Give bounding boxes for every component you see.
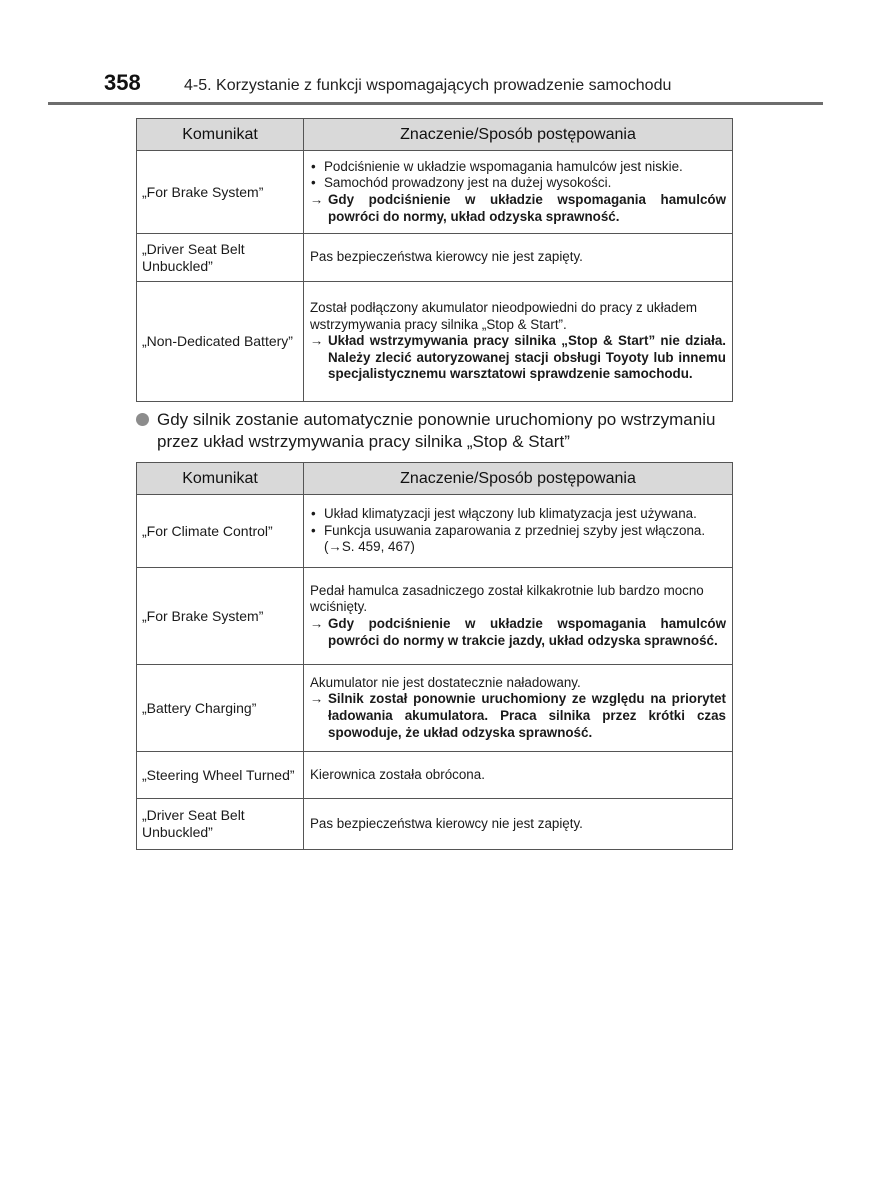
- table-header-row: [137, 119, 733, 151]
- message-cell: „Steering Wheel Turned”: [137, 752, 304, 799]
- action-note: → Gdy podciśnienie w układzie wspomagania hamulców powróci do normy, układ odzyska sprawność.: [310, 192, 726, 225]
- meaning-cell: [304, 234, 733, 282]
- table-header-row: [137, 463, 733, 495]
- chapter-title: 4-5. Korzystanie z funkcji wspomagających prowadzenie samochodu: [184, 77, 672, 94]
- messages-table-2: [136, 462, 733, 850]
- meaning-cell: [304, 495, 733, 568]
- bullet-item: • Podciśnienie w układzie wspomagania hamulców jest niskie.: [310, 159, 726, 176]
- column-header-meaning: Znaczenie/Sposób postępowania: [304, 119, 733, 151]
- meaning-text: Pedał hamulca zasadniczego został kilkakrotnie lub bardzo mocno wciśnięty.: [310, 582, 704, 615]
- message-cell: „Driver Seat Belt Unbuckled”: [137, 234, 304, 282]
- message-cell: „For Climate Control”: [137, 495, 304, 568]
- table-row: [137, 665, 733, 752]
- meaning-cell: [304, 752, 733, 799]
- bullet-item: • Funkcja usuwania zaparowania z przedniej szyby jest włączona. (→S. 459, 467): [310, 523, 726, 556]
- page-number: 358: [104, 70, 141, 95]
- meaning-cell: [304, 568, 733, 665]
- message-cell: „Driver Seat Belt Unbuckled”: [137, 799, 304, 850]
- messages-table-1: [136, 118, 733, 402]
- table-row: [137, 752, 733, 799]
- meaning-cell: [304, 665, 733, 752]
- column-header-meaning: Znaczenie/Sposób postępowania: [304, 463, 733, 495]
- bullet-item: • Samochód prowadzony jest na dużej wysokości.: [310, 175, 726, 192]
- section-heading-line-2: przez układ wstrzymywania pracy silnika „Stop & Start”: [157, 432, 570, 451]
- message-cell: „For Brake System”: [137, 568, 304, 665]
- table-row: [137, 495, 733, 568]
- meaning-text: Akumulator nie jest dostatecznie naładowany.: [310, 674, 581, 690]
- bullet-item: • Układ klimatyzacji jest włączony lub klimatyzacja jest używana.: [310, 506, 726, 523]
- message-cell: „Non-Dedicated Battery”: [137, 282, 304, 402]
- meaning-cell: [304, 151, 733, 234]
- table-row: [137, 234, 733, 282]
- message-cell: „For Brake System”: [137, 151, 304, 234]
- meaning-cell: [304, 282, 733, 402]
- round-bullet-icon: [136, 413, 149, 426]
- meaning-cell: [304, 799, 733, 850]
- table-row: [137, 799, 733, 850]
- action-note: → Gdy podciśnienie w układzie wspomagania hamulców powróci do normy w trakcie jazdy, układ odzyska sprawność.: [310, 616, 726, 649]
- table-row: [137, 151, 733, 234]
- table-row: [137, 568, 733, 665]
- meaning-text: Pas bezpieczeństwa kierowcy nie jest zapięty.: [310, 815, 583, 831]
- header-divider: [48, 102, 823, 105]
- column-header-message: Komunikat: [137, 119, 304, 151]
- action-note: → Układ wstrzymywania pracy silnika „Stop & Start” nie działa. Należy zlecić autoryzowanej stacji obsługi Toyoty lub innemu specjalistycznemu warsztatowi sprawdzenie samochodu.: [310, 333, 726, 383]
- message-cell: „Battery Charging”: [137, 665, 304, 752]
- section-heading-line-1: Gdy silnik zostanie automatycznie ponownie uruchomiony po wstrzymaniu: [157, 410, 716, 429]
- page-header: [0, 0, 877, 110]
- meaning-text: Został podłączony akumulator nieodpowiedni do pracy z układem wstrzymywania pracy silnika „Stop & Start”.: [310, 300, 698, 332]
- meaning-text: Pas bezpieczeństwa kierowcy nie jest zapięty.: [310, 249, 583, 265]
- table-row: [137, 282, 733, 402]
- action-note: → Silnik został ponownie uruchomiony ze względu na priorytet ładowania akumulatora. Praca silnika przez krótki czas spowoduje, że układ odzyska sprawność.: [310, 691, 726, 741]
- meaning-text: Kierownica została obrócona.: [310, 766, 485, 782]
- column-header-message: Komunikat: [137, 463, 304, 495]
